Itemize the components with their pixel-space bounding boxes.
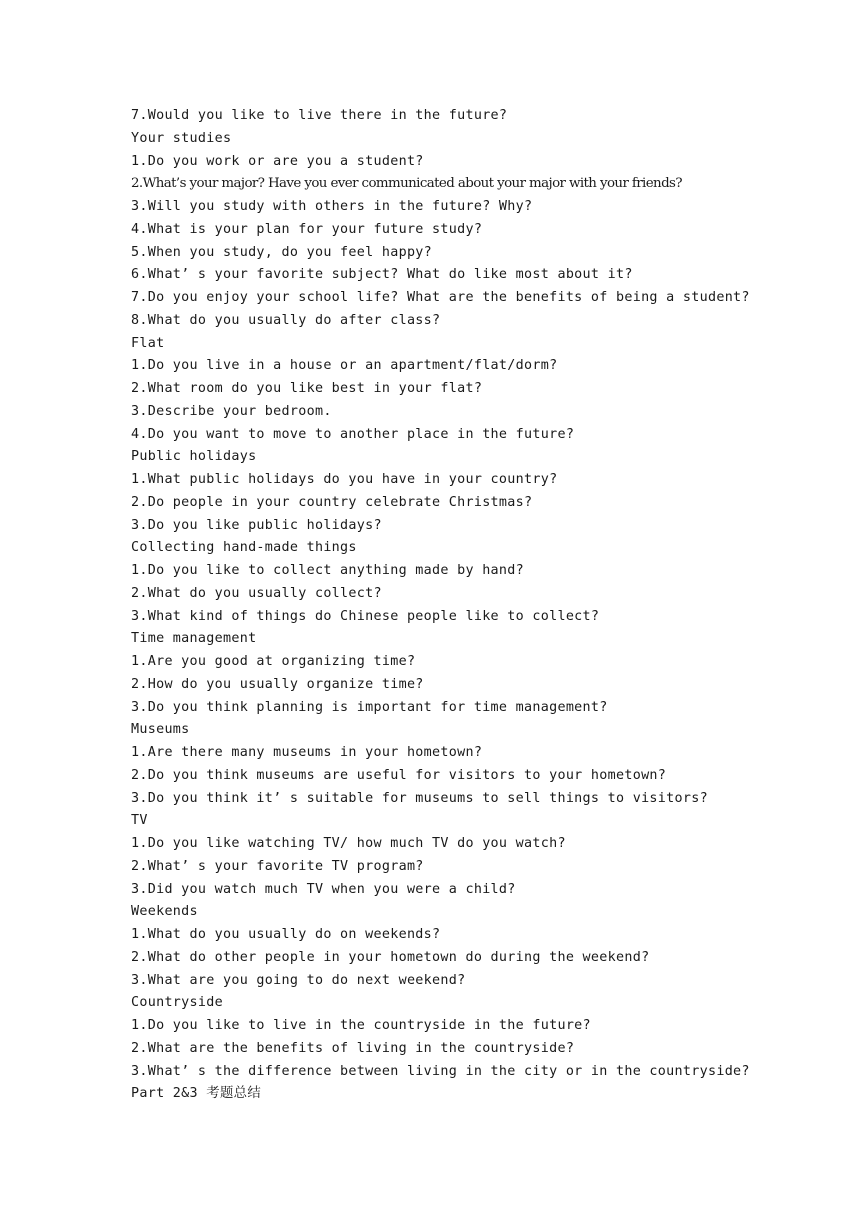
question-line: 4.Do you want to move to another place in the future? xyxy=(131,426,575,442)
question-line: 1.Are you good at organizing time? xyxy=(131,654,416,669)
question-line: 1.What do you usually do on weekends? xyxy=(131,927,441,942)
section-heading-flat: Flat xyxy=(131,335,165,351)
question-line: 6.What’ s your favorite subject? What do like most about it? xyxy=(131,267,633,283)
question-line: 3.Do you think planning is important for time management? xyxy=(131,699,608,715)
question-line: 1.Do you like to collect anything made by hand? xyxy=(131,563,525,578)
section-heading-public-holidays: Public holidays xyxy=(131,449,257,465)
section-heading-weekends: Weekends xyxy=(131,904,198,920)
question-line: 1.Do you live in a house or an apartment/flat/dorm? xyxy=(131,358,558,374)
question-line: 3.Describe your bedroom. xyxy=(131,403,332,419)
question-line: 3.Did you watch much TV when you were a child? xyxy=(131,881,516,897)
question-line: 2.Do people in your country celebrate Christmas? xyxy=(131,494,533,510)
question-line: 1.What public holidays do you have in your country? xyxy=(131,472,558,487)
question-line: 2.How do you usually organize time? xyxy=(131,676,424,692)
question-line: 3.Will you study with others in the future? Why? xyxy=(131,199,533,214)
question-line: 2.What’s your major? Have you ever communicated about your major with your friends? xyxy=(131,176,682,192)
question-line: 3.What’ s the difference between living in the city or in the countryside? xyxy=(131,1063,750,1079)
question-line: 1.Are there many museums in your hometown? xyxy=(131,745,483,760)
question-line: 1.Do you work or are you a student? xyxy=(131,153,424,169)
question-line: 3.Do you like public holidays? xyxy=(131,517,382,533)
question-line: 5.When you study, do you feel happy? xyxy=(131,244,433,260)
question-line: 3.Do you think it’ s suitable for museums to sell things to visitors? xyxy=(131,790,708,806)
question-line: 2.What room do you like best in your flat? xyxy=(131,381,483,396)
question-line: 2.What are the benefits of living in the countryside? xyxy=(131,1040,575,1056)
question-line: 7.Would you like to live there in the future? xyxy=(131,108,508,123)
section-heading-time-management: Time management xyxy=(131,631,257,647)
question-line: 2.What do you usually collect? xyxy=(131,585,382,601)
question-list xyxy=(131,105,831,1106)
question-line: 1.Do you like watching TV/ how much TV do you watch? xyxy=(131,836,566,851)
section-heading-your-studies: Your studies xyxy=(131,130,232,146)
section-heading-collecting: Collecting hand-made things xyxy=(131,540,357,556)
question-line: 3.What are you going to do next weekend? xyxy=(131,972,466,988)
question-line: 1.Do you like to live in the countryside in the future? xyxy=(131,1018,591,1033)
question-line: 8.What do you usually do after class? xyxy=(131,312,441,328)
section-heading-part-2-3: Part 2&3 考题总结 xyxy=(131,1086,262,1102)
section-heading-museums: Museums xyxy=(131,722,190,738)
question-line: 2.What’ s your favorite TV program? xyxy=(131,858,424,874)
section-heading-tv: TV xyxy=(131,813,148,829)
question-line: 4.What is your plan for your future study? xyxy=(131,221,483,237)
question-line: 2.Do you think museums are useful for visitors to your hometown? xyxy=(131,767,667,783)
section-heading-countryside: Countryside xyxy=(131,995,223,1011)
question-line: 2.What do other people in your hometown do during the weekend? xyxy=(131,949,650,965)
question-line: 7.Do you enjoy your school life? What are the benefits of being a student? xyxy=(131,290,750,305)
question-line: 3.What kind of things do Chinese people like to collect? xyxy=(131,608,600,624)
